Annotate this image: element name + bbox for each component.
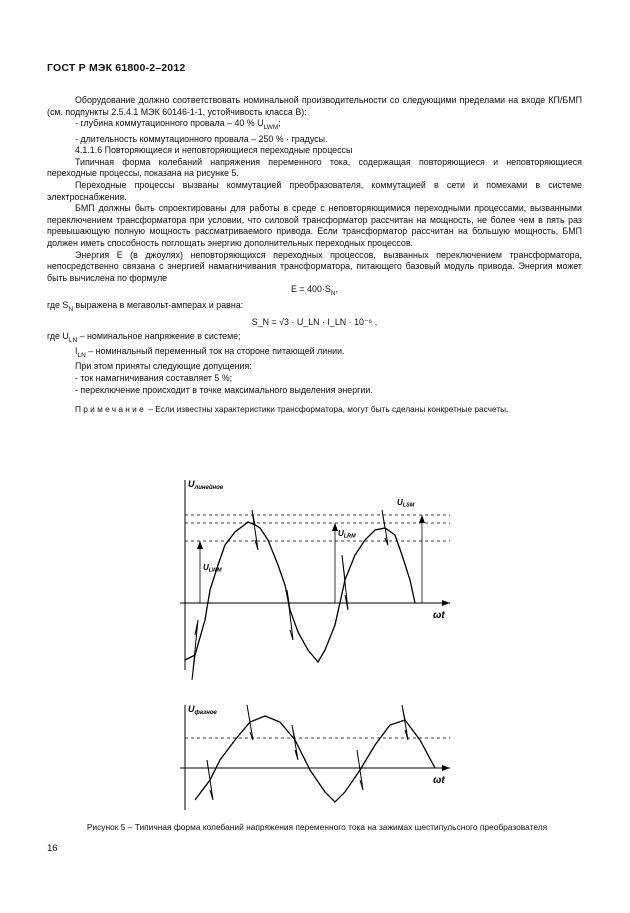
list-item: - переключение происходит в точке максимального выделения энергии.: [75, 384, 373, 395]
paragraph: Оборудование должно соответствовать номинальной производительности со следующими пределами на входе КП/БМП (см. подпункты 2.5.4.1 МЭК 60146-1-1, устойчивость класса В):: [47, 95, 582, 117]
bottom-ylabel: $U_{фазное}$: [188, 704, 217, 716]
formula-energy: $E = 400\cdot S_N$,: [291, 284, 338, 298]
list-item: - глубина коммутационного провала – 40 % $U_{LWM}$;: [75, 118, 281, 131]
standard-header: ГОСТ Р МЭК 61800-2–2012: [47, 62, 186, 74]
list-item: - ток намагничивания составляет 5 %;: [75, 372, 233, 383]
section-heading: 4.1.1.6 Повторяющиеся и неповторяющиеся переходные процессы: [75, 145, 353, 156]
paragraph: где $U_{LN}$ – номинальное напряжение в системе;: [47, 330, 241, 344]
figure-caption: Рисунок 5 – Типичная форма колебаний напряжения переменного тока на зажимах шестипульсного преобразователя: [86, 822, 548, 832]
list-item: - длительность коммутационного провала – 250 % · градусы.: [75, 133, 328, 144]
paragraph: где $S_N$ выражена в мегавольт-амперах и равна:: [47, 299, 244, 313]
formula-power: S_N = √3 · U_LN · I_LN · 10⁻⁶ ,: [251, 317, 378, 328]
label-ulrm: ULRM: [338, 529, 356, 540]
top-xlabel: ωt: [433, 610, 445, 621]
label-ulsm: ULSM: [397, 498, 415, 509]
page-number: 16: [47, 843, 58, 854]
paragraph: Энергия E (в джоулях) неповторяющихся переходных процессов, вызванных переключением трансформатора, непосредственно связана с энергией намагничивания трансформатора, питающего базовый модуль привода. Энергия может быть вычислена по формуле: [47, 249, 582, 283]
waveform-figure: [160, 470, 460, 820]
note: Примечание – Если известны характеристики трансформатора, могут быть сделаны конкретные расчеты.: [75, 404, 509, 415]
paragraph: При этом приняты следующие допущения:: [75, 361, 252, 372]
label-ulwm: ULWM: [203, 563, 222, 574]
paragraph: Переходные процессы вызваны коммутацией преобразователя, коммутацией в сети и помехами в системе электроснабжения.: [47, 179, 582, 202]
paragraph: БМП должны быть спроектированы для работы в среде с неповторяющимися переходными процессами, вызванными переключением трансформатора при условии, что силовой трансформатор рассчитан на мощность, не более чем в пять раз превышающую полную мощность рассматриваемого привода. Если трансформатор рассчитан на большую мощность, БМП должен иметь способность поглощать энергию дополнительных переходных процессов.: [47, 203, 582, 248]
paragraph: $I_{LN}$ – номинальный переменный ток на стороне питающей линии.: [75, 346, 345, 359]
paragraph: Типичная форма колебаний напряжения переменного тока, содержащая повторяющиеся и неповторяющиеся переходные процессы, показана на рисунке 5.: [47, 156, 582, 179]
waveform-diagram: [160, 470, 460, 820]
body-text: [47, 95, 582, 416]
bottom-xlabel: ωt: [433, 775, 445, 786]
top-ylabel: $U_{линейное}$: [188, 479, 224, 491]
